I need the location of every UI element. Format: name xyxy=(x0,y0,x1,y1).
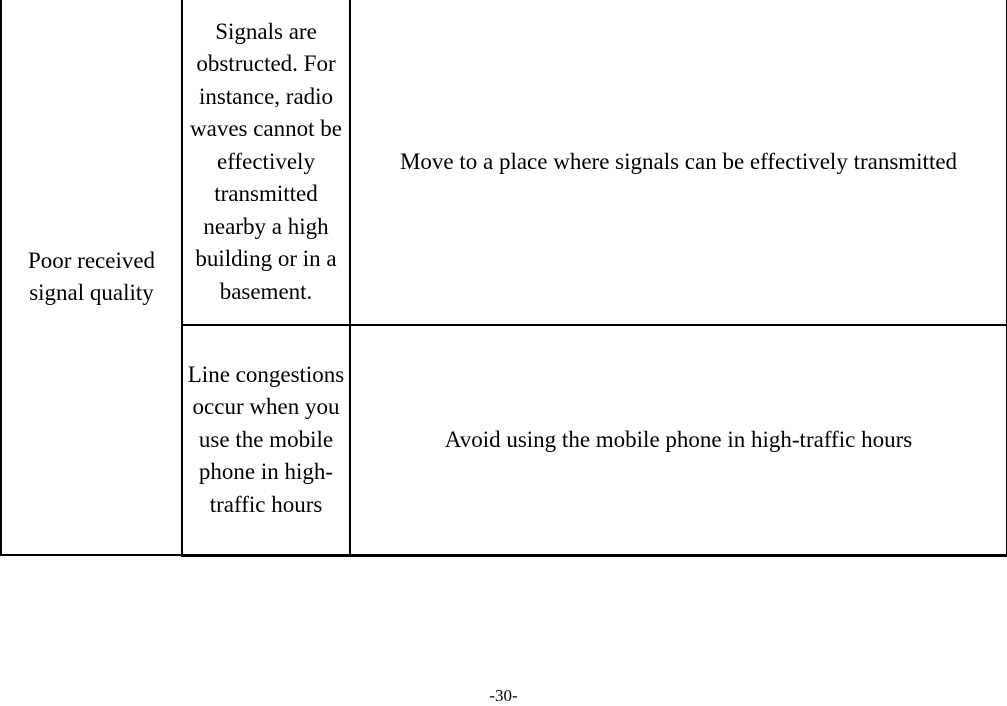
cause-cell: Signals are obstructed. For instance, radio waves cannot be effectively transmitted nearby a high building or in a basement. xyxy=(182,0,350,325)
solution-cell: Move to a place where signals can be effectively transmitted xyxy=(350,0,1007,325)
problem-cell: Poor received signal quality xyxy=(1,0,182,555)
solution-cell: Avoid using the mobile phone in high-traffic hours xyxy=(350,325,1007,555)
cause-cell: Line congestions occur when you use the mobile phone in high-traffic hours xyxy=(182,325,350,555)
table-row xyxy=(1,0,1007,325)
page-number: -30- xyxy=(489,686,518,705)
